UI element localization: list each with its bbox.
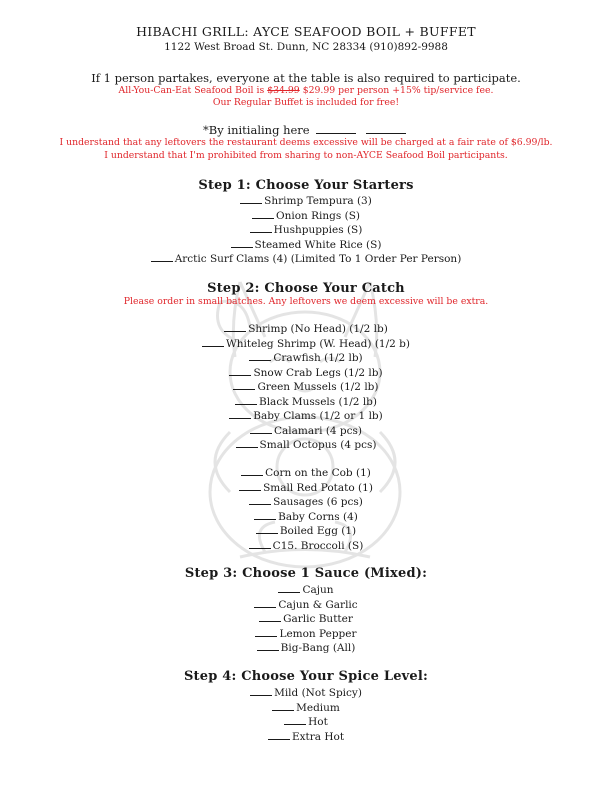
menu-item	[0, 597, 612, 612]
menu-item	[0, 379, 612, 394]
menu-item	[0, 336, 612, 351]
batch-note: Please order in small batches. Any leftovers we deem excessive will be extra.	[123, 296, 489, 307]
menu-item	[0, 408, 612, 423]
menu-item-label: Steamed White Rice (S)	[254, 238, 382, 251]
menu-item-label: Green Mussels (1/2 lb)	[257, 381, 379, 393]
menu-item-label: Cajun & Garlic	[278, 598, 358, 611]
menu-item	[0, 523, 612, 538]
menu-item-label: Onion Rings (S)	[275, 209, 360, 222]
menu-item-label: Corn on the Cob (1)	[265, 467, 371, 479]
menu-item-label: C15. Broccoli (S)	[272, 539, 364, 552]
order-blank[interactable]	[255, 626, 277, 637]
order-blank[interactable]	[235, 394, 257, 405]
order-blank[interactable]	[257, 640, 279, 651]
menu-item-label: Shrimp Tempura (3)	[264, 195, 372, 207]
menu-item	[0, 350, 612, 365]
order-blank[interactable]	[254, 509, 276, 520]
menu-item-label: Baby Clams (1/2 or 1 lb)	[253, 410, 383, 422]
menu-item	[0, 714, 612, 729]
order-blank[interactable]	[236, 437, 258, 448]
order-blank[interactable]	[249, 494, 271, 505]
order-blank[interactable]	[250, 222, 272, 233]
menu-item	[0, 611, 612, 626]
sauce-list	[0, 582, 612, 655]
menu-item-label: Crawfish (1/2 lb)	[273, 352, 363, 364]
menu-item-label: Small Red Potato (1)	[263, 481, 373, 494]
menu-item	[0, 208, 612, 223]
order-blank[interactable]	[256, 523, 278, 534]
order-blank[interactable]	[250, 423, 272, 434]
menu-item-label: Extra Hot	[291, 730, 345, 743]
order-blank[interactable]	[278, 582, 300, 593]
menu-item-label: Lemon Pepper	[279, 627, 357, 640]
restaurant-title: HIBACHI GRILL: AYCE SEAFOOD BOIL + BUFFET	[136, 24, 476, 39]
sharing-policy: I understand that I'm prohibited from sharing to non-AYCE Seafood Boil participants.	[104, 150, 508, 161]
order-blank[interactable]	[231, 237, 253, 248]
menu-item-label: Hot	[308, 716, 328, 728]
order-blank[interactable]	[151, 251, 173, 262]
menu-item-label: Mild (Not Spicy)	[274, 687, 362, 699]
price-notice	[0, 85, 612, 96]
menu-item-label: Boiled Egg (1)	[279, 525, 357, 537]
order-blank[interactable]	[240, 193, 262, 204]
order-blank[interactable]	[259, 611, 281, 622]
menu-item-label: Arctic Surf Clams (4) (Limited To 1 Order Per Person)	[174, 253, 462, 265]
order-blank[interactable]	[249, 350, 271, 361]
menu-item	[0, 494, 612, 509]
menu-item-label: Snow Crab Legs (1/2 lb)	[253, 366, 383, 379]
menu-item-label: Cajun	[302, 584, 334, 596]
order-blank[interactable]	[272, 700, 294, 711]
order-blank[interactable]	[254, 597, 276, 608]
participation-requirement: If 1 person partakes, everyone at the table is also required to participate.	[91, 71, 521, 85]
menu-item-label: Big-Bang (All)	[280, 642, 356, 654]
order-blank[interactable]	[202, 336, 224, 347]
order-blank[interactable]	[224, 321, 246, 332]
restaurant-address: 1122 West Broad St. Dunn, NC 28334 (910)892-9988	[164, 41, 448, 53]
menu-item	[0, 365, 612, 380]
menu-item	[0, 437, 612, 452]
menu-item	[0, 423, 612, 438]
order-blank[interactable]	[241, 465, 263, 476]
menu-item	[0, 394, 612, 409]
initial-field-2[interactable]	[366, 123, 406, 134]
old-price: $34.99	[267, 85, 300, 96]
sides-list	[0, 465, 612, 552]
menu-item	[0, 222, 612, 237]
initial-label: *By initialing here	[203, 123, 310, 137]
menu-item	[0, 640, 612, 655]
menu-item	[0, 685, 612, 700]
menu-item	[0, 237, 612, 252]
step1-heading: Step 1: Choose Your Starters	[198, 178, 414, 193]
menu-item	[0, 509, 612, 524]
order-blank[interactable]	[250, 685, 272, 696]
step3-heading: Step 3: Choose 1 Sauce (Mixed):	[184, 566, 428, 581]
order-blank[interactable]	[268, 729, 290, 740]
menu-item-label: Calamari (4 pcs)	[273, 424, 363, 437]
step2-heading: Step 2: Choose Your Catch	[207, 281, 405, 296]
menu-item	[0, 321, 612, 336]
menu-item	[0, 465, 612, 480]
order-blank[interactable]	[252, 208, 274, 219]
leftover-policy: I understand that any leftovers the restaurant deems excessive will be charged at a fair rate of $6.99/lb.	[59, 137, 553, 148]
spice-list	[0, 685, 612, 743]
initial-line	[0, 123, 612, 137]
seafood-list	[0, 321, 612, 452]
menu-item-label: Garlic Butter	[283, 613, 353, 625]
order-blank[interactable]	[233, 379, 255, 390]
menu-item	[0, 729, 612, 744]
menu-item	[0, 538, 612, 553]
order-blank[interactable]	[239, 480, 261, 491]
menu-item	[0, 193, 612, 208]
menu-item-label: Baby Corns (4)	[278, 510, 358, 523]
starters-list	[0, 193, 612, 266]
menu-item	[0, 582, 612, 597]
menu-item-label: Hushpuppies (S)	[273, 224, 363, 236]
order-blank[interactable]	[249, 538, 271, 549]
menu-item-label: Shrimp (No Head) (1/2 lb)	[248, 323, 388, 335]
menu-item	[0, 480, 612, 495]
buffet-notice: Our Regular Buffet is included for free!	[212, 97, 400, 108]
order-blank[interactable]	[284, 714, 306, 725]
initial-field-1[interactable]	[316, 123, 356, 134]
step4-heading: Step 4: Choose Your Spice Level:	[183, 669, 429, 684]
menu-item-label: Small Octopus (4 pcs)	[259, 439, 377, 451]
menu-item	[0, 626, 612, 641]
new-price: $29.99 per person +15% tip/service fee.	[302, 85, 494, 96]
menu-item	[0, 700, 612, 715]
menu-item-label: Medium	[296, 701, 340, 714]
order-blank[interactable]	[229, 365, 251, 376]
menu-item-label: Whiteleg Shrimp (W. Head) (1/2 b)	[226, 337, 410, 350]
menu-item-label: Sausages (6 pcs)	[273, 496, 363, 508]
order-blank[interactable]	[229, 408, 251, 419]
price-prefix: All-You-Can-Eat Seafood Boil is	[118, 85, 265, 96]
menu-item	[0, 251, 612, 266]
menu-item-label: Black Mussels (1/2 lb)	[258, 395, 377, 408]
